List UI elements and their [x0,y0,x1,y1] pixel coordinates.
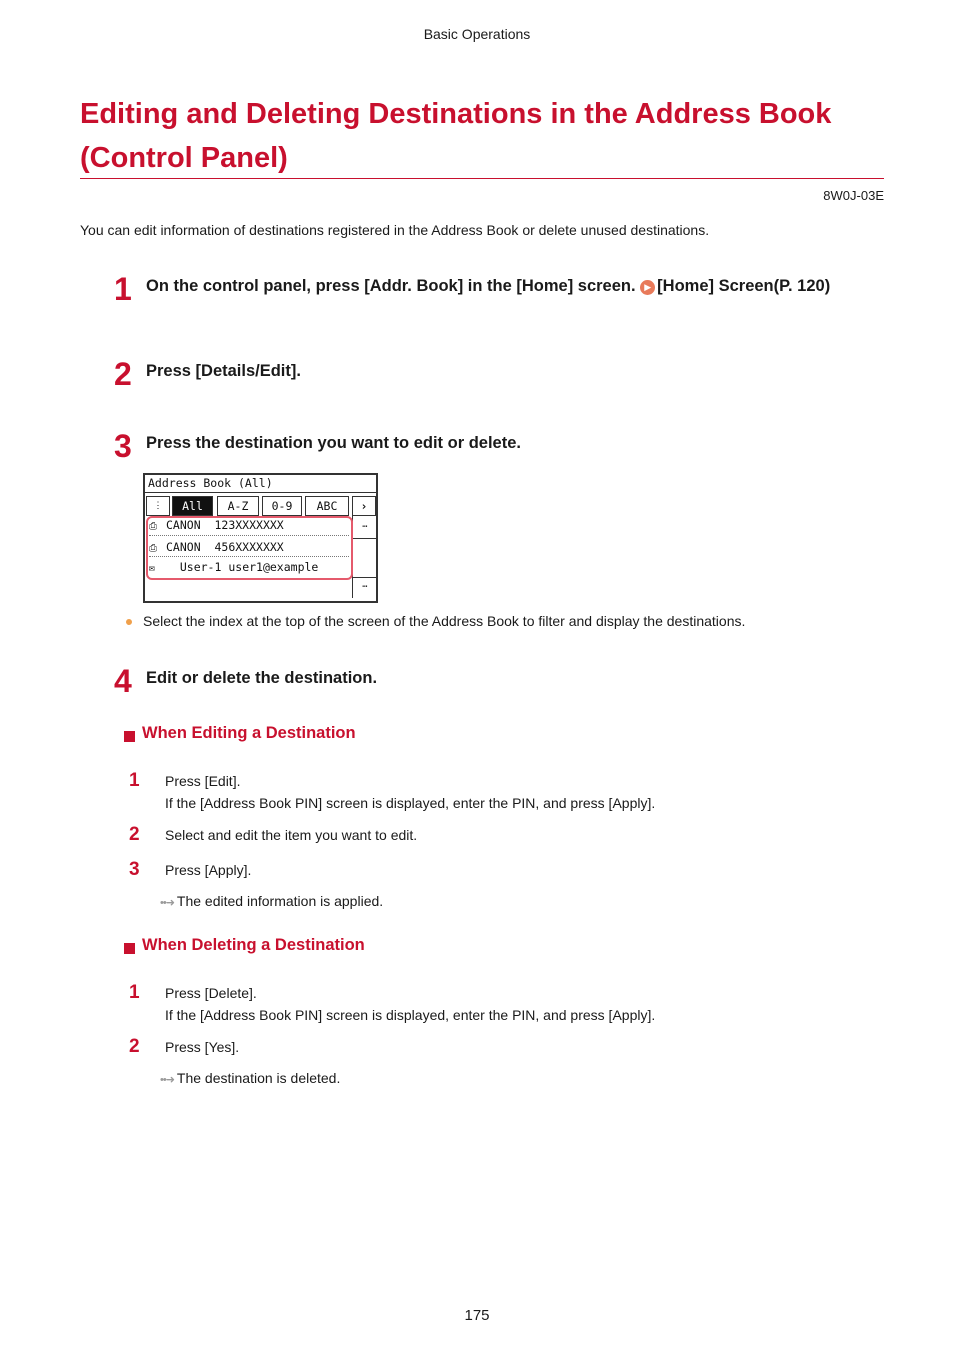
step-number: 4 [114,663,132,699]
section-marker-icon [124,943,135,954]
step-text: On the control panel, press [Addr. Book] in the [Home] screen. [146,277,636,295]
sub-step-number: 2 [129,824,140,845]
sub-step-number: 3 [129,859,140,880]
sub-step-text: Press [Edit]. [165,773,241,789]
step-number: 2 [114,356,132,392]
sub-step-detail: If the [Address Book PIN] screen is displayed, enter the PIN, and press [Apply]. [165,1007,656,1023]
result-arrow-icon: ••➜ [160,897,174,909]
step-text: Edit or delete the destination. [146,669,378,687]
sub-step-number: 2 [129,1036,140,1057]
step-number: 3 [114,428,132,464]
intro-text: You can edit information of destinations registered in the Address Book or delete unused destinations. [80,222,710,238]
sub-step-number: 1 [129,982,140,1003]
tab-all[interactable]: All [172,496,213,516]
section-marker-icon [124,731,135,742]
sub-step-text: Press [Delete]. [165,985,257,1001]
lcd-scroll-icon[interactable]: ⋮ [146,496,170,516]
document-code: 8W0J-03E [823,188,884,203]
link-arrow-icon: ▶ [640,280,655,295]
step-number: 1 [114,271,132,307]
sub-step-detail: If the [Address Book PIN] screen is displayed, enter the PIN, and press [Apply]. [165,795,656,811]
list-item[interactable]: ✉ User-1 user1@example [149,557,349,577]
bullet-icon [126,619,132,625]
fax-icon: ⎙ [149,521,157,532]
editing-heading: When Editing a Destination [142,724,356,742]
deleting-heading: When Deleting a Destination [142,936,365,954]
home-screen-link[interactable]: ▶ [Home] Screen(P. 120) [640,277,830,295]
sub-step-text: Press [Yes]. [165,1039,240,1055]
lcd-title: Address Book (All) [148,476,273,490]
title-rule [80,178,884,179]
tab-0-9[interactable]: 0-9 [262,496,302,516]
page-title: Editing and Deleting Destinations in the Address Book (Control Panel) [80,98,832,174]
step-text: Press the destination you want to edit or delete. [146,434,521,452]
result-arrow-icon: ••➜ [160,1074,174,1086]
sub-step-text: Press [Apply]. [165,862,252,878]
sub-step-number: 1 [129,770,140,791]
sub-step-text: Select and edit the item you want to edit. [165,827,418,843]
list-item[interactable]: ⎙ CANON 456XXXXXXX [149,537,349,557]
list-item[interactable]: ⎙ CANON 123XXXXXXX [149,515,349,535]
tab-abc[interactable]: ABC [305,496,349,516]
step-1 [146,273,846,299]
scroll-down-icon[interactable]: ⋯ [352,576,377,598]
result-text: ••➜ The destination is deleted. [160,1070,341,1086]
step-text: Press [Details/Edit]. [146,362,301,380]
tab-a-z[interactable]: A-Z [217,496,259,516]
fax-icon: ⎙ [149,543,157,554]
result-text: ••➜ The edited information is applied. [160,893,384,909]
running-head: Basic Operations [423,26,531,42]
address-book-screen [143,473,378,603]
bullet-text: Select the index at the top of the screen of the Address Book to filter and display the destinations. [143,613,746,629]
scroll-up-icon[interactable]: ⋯ [352,516,377,538]
page-number: 175 [464,1307,490,1324]
chevron-right-icon[interactable]: › [352,496,376,516]
mail-icon: ✉ [149,563,156,574]
